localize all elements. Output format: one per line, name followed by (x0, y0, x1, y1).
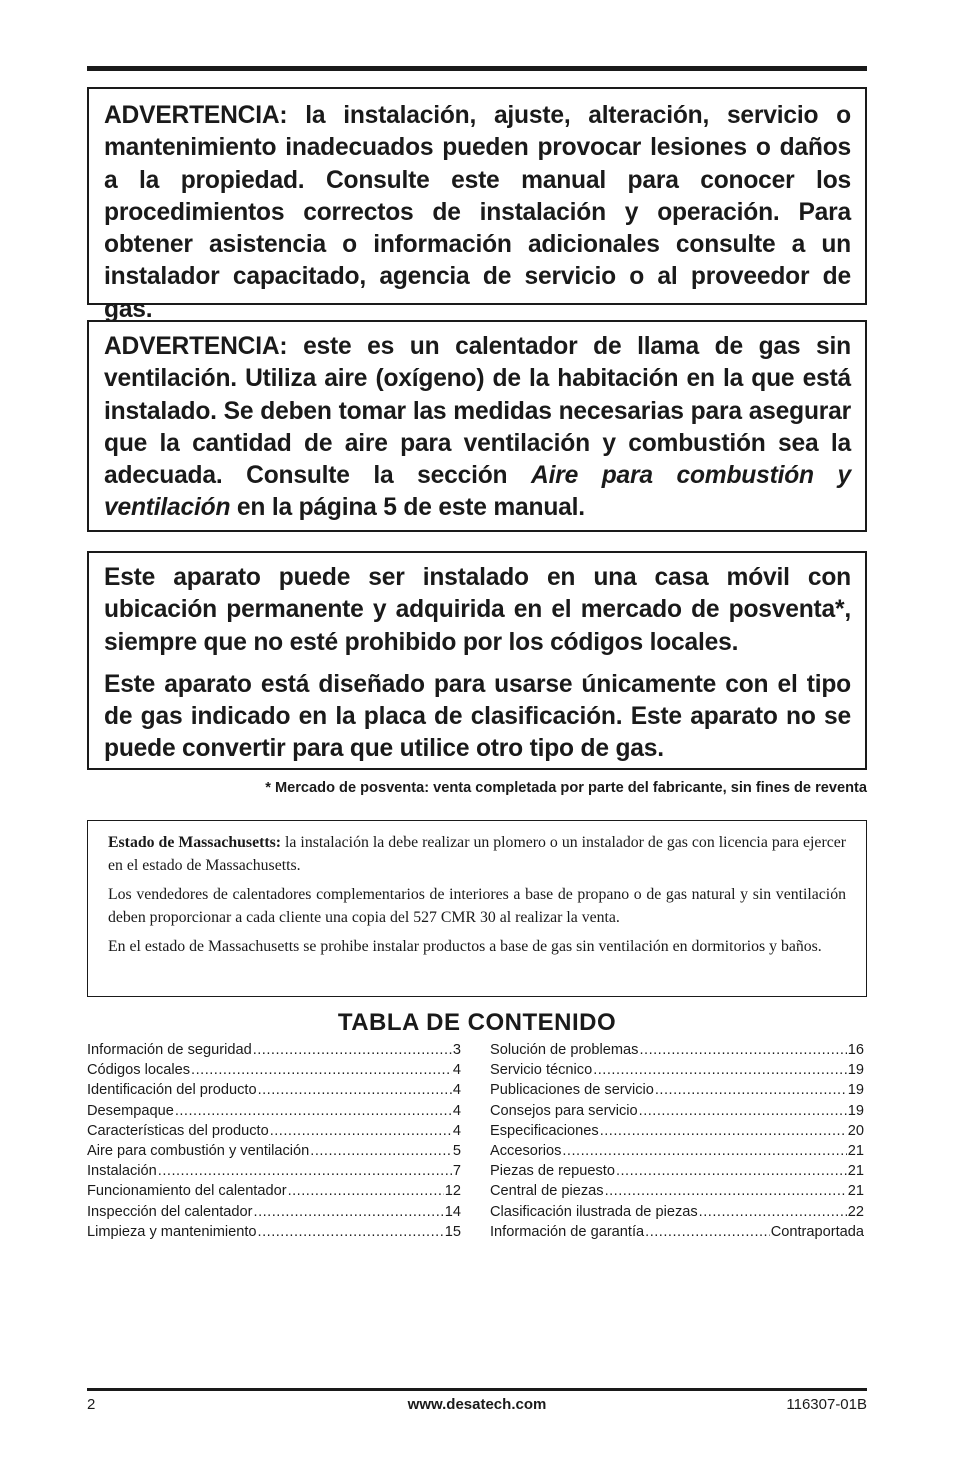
toc-entry-page: 4 (452, 1122, 461, 1139)
toc-entry-label: Piezas de repuesto (490, 1163, 615, 1180)
toc-entry[interactable] (87, 1222, 461, 1242)
toc-entry[interactable] (87, 1121, 461, 1141)
toc-entry-label: Clasificación ilustrada de piezas (490, 1203, 698, 1220)
warning-ventilation-part2: en la página 5 de este manual. (230, 494, 585, 522)
toc-entry-label: Central de piezas (490, 1183, 604, 1200)
warning-installation-text: ADVERTENCIA: la instalación, ajuste, alteración, servicio o mantenimiento inadecuados pueden provocar lesiones o daños a la propiedad. Consulte este manual para conocer los procedimientos correctos de instalación y operación. Para obtener asistencia o información adicionales consulte a un instalador capacitado, agencia de servicio o al proveedor de gas. (104, 102, 851, 323)
toc-leader-dots (616, 1161, 847, 1181)
toc-entry[interactable] (87, 1040, 461, 1060)
toc-leader-dots (600, 1121, 847, 1141)
warning-box-ventilation (87, 320, 867, 532)
toc-entry-label: Inspección del calentador (87, 1203, 253, 1220)
toc-leader-dots (175, 1101, 452, 1121)
toc-leader-dots (270, 1121, 452, 1141)
toc-entry[interactable] (87, 1202, 461, 1222)
toc-leader-dots (254, 1202, 444, 1222)
toc-right-column (490, 1040, 864, 1242)
toc-entry-label: Información de seguridad (87, 1042, 252, 1058)
toc-entry-label: Solución de problemas (490, 1042, 639, 1058)
toc-entry-label: Desempaque (87, 1102, 174, 1119)
toc-entry[interactable] (490, 1121, 864, 1141)
toc-entry[interactable] (87, 1101, 461, 1121)
toc-entry-label: Instalación (87, 1163, 157, 1180)
massachusetts-para-1 (108, 831, 846, 877)
toc-leader-dots (253, 1040, 452, 1060)
massachusetts-para-2: Los vendedores de calentadores complementarios de interiores a base de propano o de gas natural y sin ventilación deben proporcionar a cada cliente una copia del 527 CMR 30 al realizar la venta. (108, 886, 846, 926)
massachusetts-box (87, 820, 867, 997)
massachusetts-para-3: En el estado de Massachusetts se prohibe instalar productos a base de gas sin ventilación en dormitorios y baños. (108, 938, 822, 955)
warning-box-installation (87, 87, 867, 323)
toc-entry-label: Información de garantía (490, 1223, 645, 1240)
toc-entry-page: 14 (444, 1203, 461, 1220)
toc-entry-page: 22 (847, 1203, 864, 1220)
toc-leader-dots (645, 1222, 770, 1242)
toc-entry[interactable] (490, 1040, 864, 1060)
toc-leader-dots (639, 1101, 847, 1121)
toc-entry-page: 3 (452, 1042, 461, 1058)
toc-entry[interactable] (490, 1181, 864, 1201)
warning-ventilation-section-ref: Aire para combustión y ventilación (104, 462, 851, 522)
toc-entry-label: Códigos locales (87, 1062, 191, 1079)
aftermarket-footnote: * Mercado de posventa: venta completada por parte del fabricante, sin fines de reventa (265, 780, 867, 796)
toc-entry-page: 19 (847, 1082, 864, 1099)
toc-entry-page: 4 (452, 1082, 461, 1099)
toc-title: TABLA DE CONTENIDO (337, 1009, 617, 1036)
toc-entry[interactable] (490, 1080, 864, 1100)
toc-leader-dots (310, 1141, 452, 1161)
toc-entry-page: 15 (444, 1223, 461, 1240)
toc-entry-page: 5 (452, 1143, 461, 1160)
toc-entry-page: 21 (847, 1183, 864, 1200)
bottom-rule (87, 1388, 867, 1391)
toc-entry-page: 20 (847, 1122, 864, 1139)
toc-entry-label: Características del producto (87, 1122, 269, 1139)
website-link[interactable]: www.desatech.com (407, 1396, 547, 1413)
warning-ventilation-part1: ADVERTENCIA: este es un calentador de llama de gas sin ventilación. Utiliza aire (oxígeno) de la habitación en la que está instalado. Se deben tomar las medidas necesarias para asegurar que la cantidad de aire para ventilación y combustión sea la adecuada. Consulte la sección (104, 333, 851, 490)
toc-entry-label: Accesorios (490, 1143, 562, 1160)
massachusetts-label: Estado de Massachusetts: (108, 834, 282, 851)
toc-entry[interactable] (490, 1222, 864, 1242)
toc-leader-dots (158, 1161, 452, 1181)
toc-leader-dots (258, 1080, 452, 1100)
toc-entry-page: 19 (847, 1102, 864, 1119)
massachusetts-para-1-text: la instalación la debe realizar un plomero o un instalador de gas con licencia para ejercer en el estado de Massachusetts. (108, 834, 846, 874)
toc-entry[interactable] (87, 1141, 461, 1161)
toc-entry[interactable] (87, 1060, 461, 1080)
warning-ventilation-text (104, 331, 851, 525)
toc-entry-page: 12 (444, 1183, 461, 1200)
toc-entry[interactable] (87, 1080, 461, 1100)
toc-leader-dots (605, 1181, 847, 1201)
toc-entry-page: 21 (847, 1143, 864, 1160)
toc-entry-label: Servicio técnico (490, 1062, 593, 1079)
toc-entry[interactable] (490, 1202, 864, 1222)
toc-leader-dots (655, 1080, 847, 1100)
toc-leader-dots (191, 1060, 452, 1080)
toc-entry[interactable] (490, 1101, 864, 1121)
toc-entry[interactable] (490, 1141, 864, 1161)
toc-entry[interactable] (490, 1161, 864, 1181)
toc-entry[interactable] (490, 1060, 864, 1080)
toc-entry[interactable] (87, 1161, 461, 1181)
toc-entry-page: 4 (452, 1062, 461, 1079)
toc-leader-dots (593, 1060, 847, 1080)
toc-leader-dots (288, 1181, 444, 1201)
document-number: 116307-01B (786, 1396, 867, 1413)
toc-entry-label: Especificaciones (490, 1122, 599, 1139)
toc-entry-label: Consejos para servicio (490, 1102, 638, 1119)
toc-entry-page: 4 (452, 1102, 461, 1119)
toc-leader-dots (699, 1202, 847, 1222)
top-rule (87, 66, 867, 71)
toc-entry-label: Limpieza y mantenimiento (87, 1223, 257, 1240)
toc-entry-label: Publicaciones de servicio (490, 1082, 654, 1099)
toc-entry-page: 16 (847, 1042, 864, 1058)
notice-mobile-home-text: Este aparato puede ser instalado en una casa móvil con ubicación permanente y adquirida en el mercado de posventa*, siempre que no esté prohibido por los códigos locales. (104, 564, 851, 656)
toc-left-column (87, 1040, 461, 1242)
notice-box-mobile-home (87, 551, 867, 770)
toc-entry-page: Contraportada (770, 1223, 864, 1240)
toc-entry[interactable] (87, 1181, 461, 1201)
toc-entry-page: 21 (847, 1163, 864, 1180)
toc-entry-page: 7 (452, 1163, 461, 1180)
toc-leader-dots (562, 1141, 846, 1161)
toc-entry-page: 19 (847, 1062, 864, 1079)
page-number: 2 (87, 1396, 96, 1413)
toc-leader-dots (639, 1040, 846, 1060)
toc-entry-label: Funcionamiento del calentador (87, 1183, 287, 1200)
toc-leader-dots (258, 1222, 444, 1242)
notice-gas-type-text: Este aparato está diseñado para usarse únicamente con el tipo de gas indicado en la placa de clasificación. Este aparato no se puede convertir para que utilice otro tipo de gas. (104, 670, 851, 763)
toc-entry-label: Aire para combustión y ventilación (87, 1143, 310, 1160)
toc-entry-label: Identificación del producto (87, 1082, 257, 1099)
